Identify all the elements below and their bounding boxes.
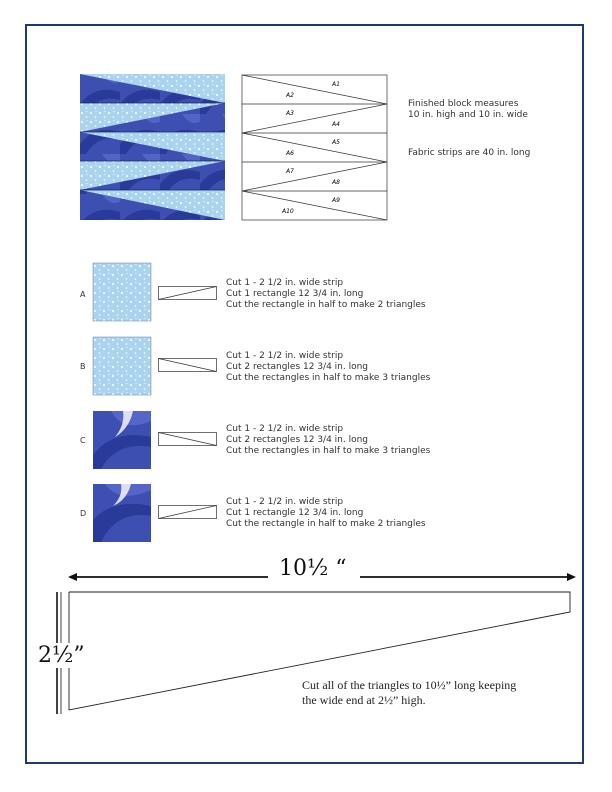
fabric-instructions: Cut 1 - 2 1/2 in. wide strip Cut 2 rectangles 12 3/4 in. long Cut the rectangles in half to make 3 triangles	[226, 351, 431, 383]
fabric-instructions: Cut 1 - 2 1/2 in. wide strip Cut 1 rectangle 12 3/4 in. long Cut the rectangle in half to make 2 triangles	[226, 497, 426, 529]
block-size-note: Finished block measures 10 in. high and 10 in. wide	[408, 99, 528, 120]
fabric-instructions: Cut 1 - 2 1/2 in. wide strip Cut 2 rectangles 12 3/4 in. long Cut the rectangles in half to make 3 triangles	[226, 424, 431, 456]
rectangle-cut-diagram	[158, 286, 218, 301]
diagram-label: A6	[286, 150, 294, 157]
fabric-swatch-dark	[93, 484, 151, 542]
rectangle-cut-diagram	[158, 505, 218, 520]
fabric-letter: B	[80, 362, 86, 371]
diagram-label: A1	[332, 81, 340, 88]
diagram-label: A9	[332, 197, 340, 204]
fabric-letter: C	[80, 436, 86, 445]
diagram-label: A10	[282, 208, 294, 215]
fabric-swatch-light	[93, 337, 151, 395]
diagram-label: A3	[286, 110, 294, 117]
rectangle-cut-diagram	[158, 432, 218, 447]
fabric-letter: D	[80, 509, 87, 518]
height-measurement: 2½”	[38, 643, 85, 668]
quilt-block-image	[80, 74, 225, 220]
fabric-strip-note: Fabric strips are 40 in. long	[408, 148, 531, 158]
width-measurement: 10½ “	[279, 556, 347, 581]
fabric-instructions: Cut 1 - 2 1/2 in. wide strip Cut 1 rectangle 12 3/4 in. long Cut the rectangle in half to make 2 triangles	[226, 278, 426, 310]
cut-instruction: Cut all of the triangles to 10½” long keeping the wide end at 2½” high.	[302, 678, 517, 707]
diagram-label: A2	[286, 92, 294, 99]
diagram-label: A5	[332, 139, 340, 146]
diagram-label: A4	[332, 121, 340, 128]
rectangle-cut-diagram	[158, 358, 218, 373]
fabric-letter: A	[80, 290, 86, 299]
fabric-swatch-light	[93, 263, 151, 321]
fabric-swatch-dark	[93, 411, 151, 469]
diagram-label: A7	[286, 168, 294, 175]
block-line-diagram	[242, 75, 388, 221]
diagram-label: A8	[332, 179, 340, 186]
